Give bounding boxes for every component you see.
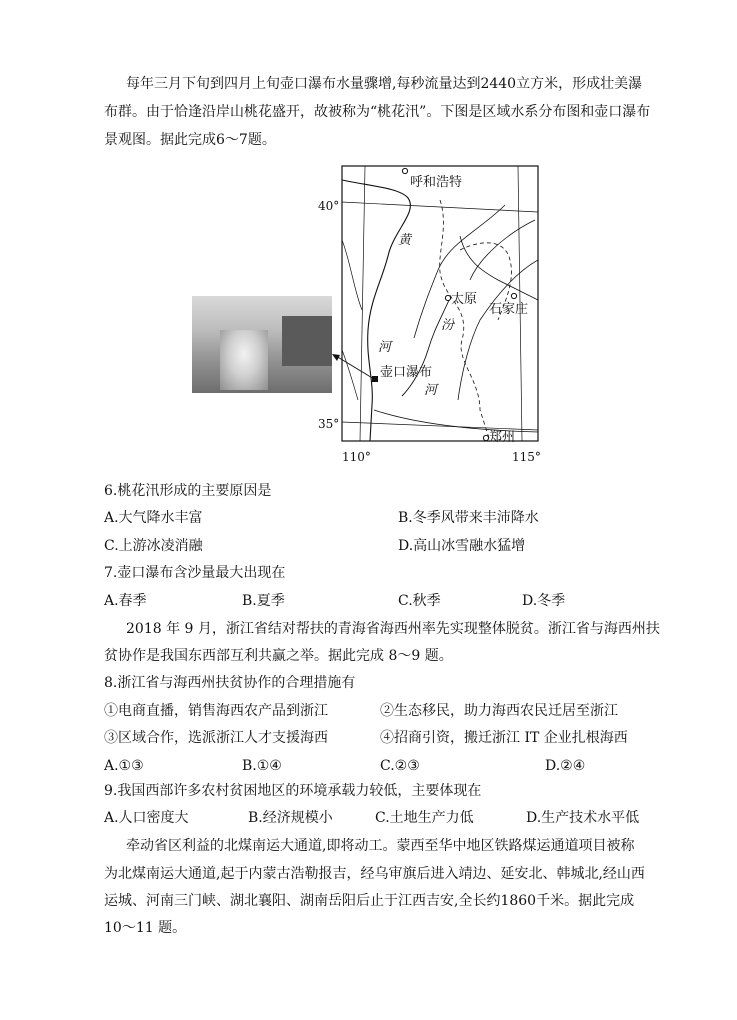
lat-35-label: 35° bbox=[318, 417, 340, 431]
intro3-line2: 为北煤南运大通道,起于内蒙古浩勒报吉，经乌审旗后进入靖边、延安北、韩城北,经山西 bbox=[104, 866, 645, 882]
intro3-line4: 10～11 题。 bbox=[104, 920, 187, 936]
q8-option-a[interactable]: A.①③ bbox=[104, 758, 144, 774]
q9-option-d[interactable]: D.生产技术水平低 bbox=[526, 810, 640, 826]
q8-statement-3: ③区域合作，选派浙江人才支援海西 bbox=[104, 730, 328, 746]
q8-option-d[interactable]: D.②④ bbox=[545, 758, 586, 774]
huhehaote-label: 呼和浩特 bbox=[410, 175, 463, 190]
q8-option-c[interactable]: C.②③ bbox=[380, 758, 420, 774]
lon-110-label: 110° bbox=[342, 450, 371, 464]
q8-statement-4: ④招商引资，搬迁浙江 IT 企业扎根海西 bbox=[380, 730, 628, 746]
yellow-river-char-1: 黄 bbox=[398, 233, 412, 248]
q7-option-b[interactable]: B.夏季 bbox=[242, 593, 285, 609]
yellow-river-char-2: 河 bbox=[378, 340, 392, 355]
hukou-marker bbox=[372, 376, 378, 382]
intro1-line3: 景观图。据此完成6～7题。 bbox=[104, 132, 276, 148]
shijiazhuang-point bbox=[511, 293, 516, 298]
q9-option-a[interactable]: A.人口密度大 bbox=[104, 810, 189, 826]
intro3-line1: 牵动省区利益的北煤南运大通道,即将动工。蒙西至华中地区铁路煤运通道项目被称 bbox=[126, 838, 635, 854]
q7-option-c[interactable]: C.秋季 bbox=[398, 593, 441, 609]
lon-115-label: 115° bbox=[512, 450, 541, 464]
waterfall-shape bbox=[220, 330, 268, 390]
taiyuan-label: 太原 bbox=[451, 292, 478, 307]
q7-stem: 7.壶口瀑布含沙量最大出现在 bbox=[104, 565, 286, 581]
zhengzhou-point bbox=[483, 435, 488, 440]
q6-stem: 6.桃花汛形成的主要原因是 bbox=[104, 483, 272, 499]
q6-option-a[interactable]: A.大气降水丰富 bbox=[104, 510, 203, 526]
huhehaote-point bbox=[402, 168, 407, 173]
rock-shape bbox=[282, 316, 332, 366]
q9-stem: 9.我国西部许多农村贫困地区的环境承载力较低，主要体现在 bbox=[104, 783, 482, 799]
q6-option-c[interactable]: C.上游冰凌消融 bbox=[104, 538, 203, 554]
fen-river-char-1: 汾 bbox=[441, 318, 455, 333]
intro2-line1: 2018 年 9 月，浙江省结对帮扶的青海省海西州率先实现整体脱贫。浙江省与海西州扶 bbox=[126, 621, 660, 637]
intro3-line3: 运城、河南三门峡、湖北襄阳、湖南岳阳后止于江西吉安,全长约1860千米。据此完成 bbox=[104, 893, 635, 909]
q8-option-b[interactable]: B.①④ bbox=[242, 758, 282, 774]
yellow-river bbox=[342, 180, 410, 441]
intro1-line2: 布群。由于恰逢沿岸山桃花盛开，故被称为“桃花汛”。下图是区域水系分布图和壶口瀑布 bbox=[104, 104, 651, 120]
intro2-line2: 贫协作是我国东西部互利共赢之举。据此完成 8～9 题。 bbox=[104, 648, 453, 664]
lat-40-label: 40° bbox=[318, 199, 340, 213]
taiyuan-point bbox=[445, 295, 450, 300]
q8-statement-1: ①电商直播，销售海西农产品到浙江 bbox=[104, 703, 328, 719]
q6-option-b[interactable]: B.冬季风带来丰沛降水 bbox=[398, 510, 539, 526]
fen-river bbox=[402, 298, 450, 396]
intro1-line1: 每年三月下旬到四月上旬壶口瀑布水量骤增,每秒流量达到2440立方米，形成壮美瀑 bbox=[126, 76, 643, 92]
zhengzhou-label: 郑州 bbox=[489, 430, 516, 445]
q8-stem: 8.浙江省与海西州扶贫协作的合理措施有 bbox=[104, 675, 356, 691]
q8-statement-2: ②生态移民，助力海西农民迁居至浙江 bbox=[380, 703, 618, 719]
q6-option-d[interactable]: D.高山冰雪融水猛增 bbox=[398, 538, 526, 554]
fen-river-char-2: 河 bbox=[424, 383, 438, 398]
waterfall-photo bbox=[192, 296, 332, 393]
q9-option-c[interactable]: C.土地生产力低 bbox=[375, 810, 474, 826]
q9-option-b[interactable]: B.经济规模小 bbox=[248, 810, 333, 826]
hukou-label: 壶口瀑布 bbox=[380, 365, 433, 380]
q7-option-a[interactable]: A.春季 bbox=[104, 593, 147, 609]
shijiazhuang-label: 石家庄 bbox=[489, 302, 529, 317]
q7-option-d[interactable]: D.冬季 bbox=[522, 593, 566, 609]
